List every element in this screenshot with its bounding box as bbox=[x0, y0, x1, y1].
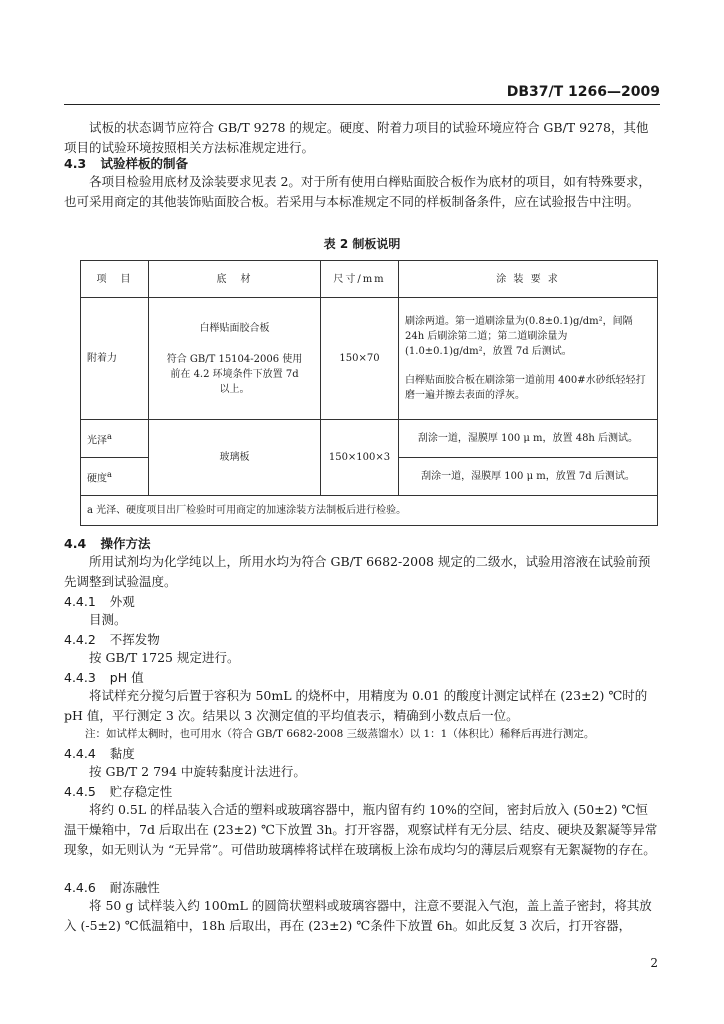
section-4-3-heading bbox=[64, 154, 188, 172]
table-header-row bbox=[81, 261, 658, 298]
section-number: 4.4.2 bbox=[64, 632, 96, 647]
substrate-name: 白榉贴面胶合板 bbox=[199, 322, 270, 334]
paragraph-viscosity: 按 GB/T 2 794 中旋转黏度计法进行。 bbox=[89, 764, 306, 779]
section-title: 操作方法 bbox=[100, 536, 151, 551]
paragraph-reagents: 所用试剂均为化学纯以上，所用水均为符合 GB/T 6682-2008 规定的二级水，试验用溶液在试验前预先调整到试验温度。 bbox=[64, 554, 651, 589]
item-label: 硬度 bbox=[87, 473, 107, 485]
header-rule bbox=[64, 104, 660, 105]
table-footnote: a 光泽、硬度项目出厂检验时可用商定的加速涂装方法制板后进行检验。 bbox=[81, 496, 658, 526]
section-title: 黏度 bbox=[109, 746, 135, 761]
cell-size: 150×70 bbox=[321, 298, 399, 420]
cell-requirement: 刮涂一道，湿膜厚 100 μ m，放置 7d 后测试。 bbox=[399, 458, 658, 496]
paragraph-ph: 将试样充分搅匀后置于容积为 50mL 的烧杯中，用精度为 0.01 的酸度计测定试样在 (23±2) ℃时的 pH 值，平行测定 3 次。结果以 3 次测定值的平均值表示，精确到小数点后一位。 bbox=[64, 688, 648, 723]
paragraph-nonvolatile: 按 GB/T 1725 规定进行。 bbox=[89, 650, 240, 665]
section-4-4-5-heading bbox=[64, 782, 172, 800]
item-label: 光泽 bbox=[87, 435, 107, 447]
section-number: 4.4.5 bbox=[64, 784, 96, 799]
requirement-coating: 刷涂两道。第一道刷涂量为(0.8±0.1)g/dm²，间隔24h 后刷涂第二道；第二道刷涂量为(1.0±0.1)g/dm²，放置 7d 后测试。 bbox=[405, 316, 633, 357]
substrate-spec: 符合 GB/T 15104-2006 使用前在 4.2 环境条件下放置 7d 以上。 bbox=[166, 353, 303, 395]
section-number: 4.4 bbox=[64, 536, 87, 551]
cell-requirement: 刮涂一道，湿膜厚 100 μ m，放置 48h 后测试。 bbox=[399, 420, 658, 458]
cell-item bbox=[81, 420, 149, 458]
section-number: 4.4.6 bbox=[64, 880, 96, 895]
document-code: DB37/T 1266—2009 bbox=[506, 84, 660, 100]
section-title: 贮存稳定性 bbox=[109, 784, 173, 799]
col-header-item: 项 目 bbox=[81, 261, 149, 298]
paragraph-appearance: 目测。 bbox=[89, 612, 127, 627]
table-row-adhesion bbox=[81, 298, 658, 420]
section-number: 4.4.4 bbox=[64, 746, 96, 761]
col-header-size: 尺寸/mm bbox=[321, 261, 399, 298]
panel-preparation-table bbox=[80, 260, 658, 526]
page-number: 2 bbox=[650, 956, 658, 970]
section-4-4-heading bbox=[64, 534, 151, 552]
section-title: 外观 bbox=[109, 594, 135, 609]
section-number: 4.4.1 bbox=[64, 594, 96, 609]
section-4-4-6-heading bbox=[64, 878, 160, 896]
paragraph-freeze-thaw: 将 50 g 试样装入约 100mL 的圆筒状塑料或玻璃容器中，注意不要混入气泡，盖上盖子密封，将其放入 (-5±2) ℃低温箱中，18h 后取出，再在 (23±2) ℃条件下放置 6h。如此反复 3 次后，打开容器， bbox=[64, 898, 652, 933]
cell-item: 附着力 bbox=[81, 298, 149, 420]
cell-substrate-glass: 玻璃板 bbox=[149, 420, 321, 496]
cell-size-glass: 150×100×3 bbox=[321, 420, 399, 496]
footnote-marker: a bbox=[107, 430, 112, 441]
section-title: pH 值 bbox=[109, 670, 144, 685]
requirement-sanding: 白榉贴面胶合板在刷涂第一道前用 400#水砂纸轻轻打磨一遍并擦去表面的浮灰。 bbox=[405, 375, 646, 401]
section-4-4-2-heading bbox=[64, 630, 160, 648]
table-caption: 表 2 制板说明 bbox=[323, 237, 401, 251]
col-header-substrate: 底 材 bbox=[149, 261, 321, 298]
footnote-marker: a bbox=[107, 468, 112, 479]
paragraph-storage-stability: 将约 0.5L 的样品装入合适的塑料或玻璃容器中，瓶内留有约 10%的空间，密封后放入 (50±2) ℃恒温干燥箱中，7d 后取出在 (23±2) ℃下放置 3h。打开容器，观察试样有无分层、结皮、硬块及絮凝等异常现象，如无则认为 “无异常”。可借助玻璃棒将试样在玻璃板上涂布成均匀的薄层后观察有无絮凝物的存在。 bbox=[64, 802, 658, 857]
col-header-requirement: 涂 装 要 求 bbox=[399, 261, 658, 298]
section-title: 耐冻融性 bbox=[109, 880, 160, 895]
section-title: 试验样板的制备 bbox=[100, 156, 189, 171]
section-number: 4.4.3 bbox=[64, 670, 96, 685]
paragraph-substrate: 各项目检验用底材及涂装要求见表 2。对于所有使用白榉贴面胶合板作为底材的项目，如有特殊要求，也可采用商定的其他装饰贴面胶合板。若采用与本标准规定不同的样板制备条件，应在试验报告中注明。 bbox=[64, 174, 651, 209]
cell-substrate bbox=[149, 298, 321, 420]
section-number: 4.3 bbox=[64, 156, 87, 171]
section-title: 不挥发物 bbox=[109, 632, 160, 647]
section-4-4-4-heading bbox=[64, 744, 135, 762]
section-4-4-3-heading bbox=[64, 668, 144, 686]
table-row-gloss bbox=[81, 420, 658, 458]
section-4-4-1-heading bbox=[64, 592, 135, 610]
table-footnote-row bbox=[81, 496, 658, 526]
paragraph-conditioning: 试板的状态调节应符合 GB/T 9278 的规定。硬度、附着力项目的试验环境应符合 GB/T 9278，其他项目的试验环境按照相关方法标准规定进行。 bbox=[64, 120, 649, 155]
cell-item bbox=[81, 458, 149, 496]
note-ph: 注：如试样太稠时，也可用水（符合 GB/T 6682-2008 三级蒸馏水）以 1：1（体积比）稀释后再进行测定。 bbox=[85, 728, 595, 740]
cell-requirement bbox=[399, 298, 658, 420]
